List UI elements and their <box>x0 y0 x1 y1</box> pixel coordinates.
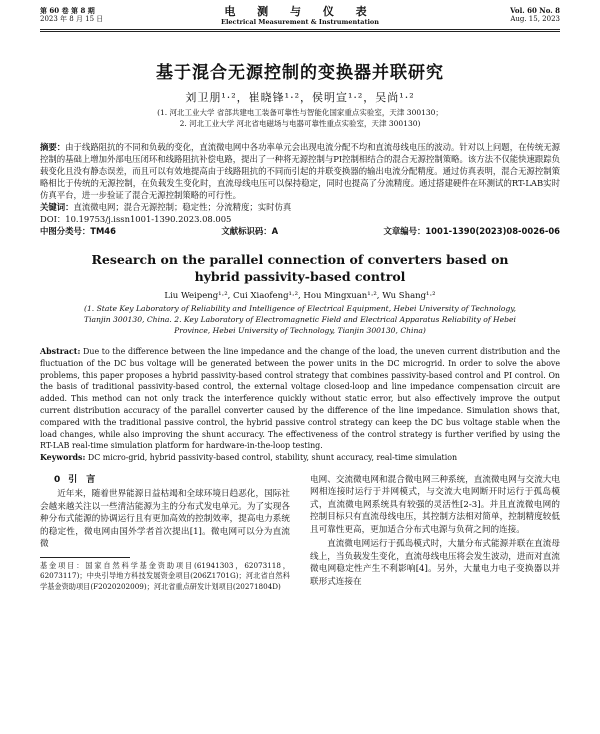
date-en: Aug. 15, 2023 <box>510 15 560 23</box>
abstract-en <box>40 346 560 452</box>
journal-name-cn: 电 测 与 仪 表 <box>224 5 376 18</box>
section-number: 0 <box>54 474 61 485</box>
header-right <box>440 6 560 24</box>
abstract-cn <box>40 141 560 201</box>
affiliation-cn-1: (1. 河北工业大学 省部共建电工装备可靠性与智能化国家重点实验室，天津 300130； <box>157 108 443 117</box>
running-header <box>40 6 560 27</box>
affiliations-en: (1. State Key Laboratory of Reliability and Intelligence of Electrical Equipment, Hebei University of Technology, Tianjin 300130, China. 2. Key Laboratory of Electromagnetic Field and Electrical Apparatus Reliability of Hebei Province, Hebei University of Technology, Tianjin 300130, China) <box>83 304 516 335</box>
keywords-cn <box>40 201 560 213</box>
volume-cn: 第 60 卷 第 8 期 <box>40 6 95 15</box>
journal-name-en: Electrical Measurement & Instrumentation <box>220 18 379 26</box>
abstract-cn-text: 由于线路阻抗的不同和负载的变化，直流微电网中各功率单元会出现电流分配不均和直流母线电压的波动。针对以上问题，在传统无源控制的基础上增加外部电压闭环和线路阻抗补偿电路，提出了一种将无源控制与PI控制相结合的混合无源控制策略。该方法不仅能快速跟踪负载变化且没有静态误差，而且可以有效地提高由于线路阻抗的不同而引起的并联变换器的输出电流分配精度。通过仿真表明，混合无源控制策略相比于传统的无源控制，在负载发生变化时，直流母线电压可以保持稳定，同时也提高了分流精度。通过搭建硬件在环测试的RT-LAB实时仿真平台，进一步验证了混合无源控制策略的可行性。 <box>40 142 561 200</box>
body-columns <box>40 474 560 593</box>
paper-title-en <box>40 251 560 285</box>
keywords-en <box>40 452 560 464</box>
date-cn: 2023 年 8 月 15 日 <box>40 15 104 23</box>
authors-en: Liu Weipeng¹·², Cui Xiaofeng¹·², Hou Mingxuan¹·², Wu Shang¹·² <box>164 291 436 301</box>
intro-paragraph-right-1: 电网、交流微电网和混合微电网三种系统，直流微电网与交流大电网相连接时运行于并网模式，与交流大电网断开时运行于孤岛模式，直流微电网系统具有较强的灵活性[2-3]。并且直流微电网的控制目标只有直流母线电压，其控制方法相对简单，控制精度较低且可靠性更高，更加适合分布式电源与负荷之间的连接。 <box>310 474 560 535</box>
header-left <box>40 6 160 24</box>
intro-paragraph-right-2: 直流微电网运行于孤岛模式时，大量分布式能源并联在直流母线上，当负载发生变化，直流母线电压将会发生波动，进而对直流微电网稳定性产生不利影响[4]。另外，大量电力电子变换器以并联形式连接在 <box>310 539 560 587</box>
document-code: 文献标识码：A <box>221 226 279 236</box>
header-center <box>221 6 379 27</box>
authors-cn: 刘卫朋¹·²，崔晓锋¹·²，侯明宣¹·²，吴尚¹·² <box>185 91 415 104</box>
keywords-cn-label: 关键词： <box>40 202 74 212</box>
classification-row <box>40 225 560 237</box>
intro-paragraph-left: 近年来，随着世界能源日益枯竭和全球环境日趋恶化，国际社会越来越关注以一些清洁能源为主的分布式发电单元。为了实现各种分布式能源的协调运行且有更加高效的控制效率，提高电力系统的稳定性，微电网由国外学者首次提出[1]。微电网可以分为直流微 <box>40 489 290 550</box>
abstract-en-text: Due to the difference between the line impedance and the change of the load, the uneven current distribution and the fluctuation of the DC bus voltage will be generated between the power units in the DC microgrid. In order to solve the above problems, this paper proposes a hybrid passivity-based control strategy that combines passivity-based control and PI control. On the basis of traditional passivity-based control, the external voltage closed-loop and line impedance compensation circuit are added. This method can not only track the interference quickly without static error, but also effectively improve the output current distribution accuracy of the parallel converter caused by the difference of the line impedance. Simulation shows that, compared with the traditional passive control, the hybrid passive control strategy can keep the DC bus voltage stable when the load changes, while also improving the shunt accuracy. The effectiveness of the control strategy is further verified by using the RT-LAB real-time simulation platform for hardware-in-the-loop testing. <box>40 347 560 451</box>
title-en-line-2: hybrid passivity-based control <box>194 269 406 284</box>
header-rule-thin <box>40 31 560 32</box>
affiliation-cn-2: 2. 河北工业大学 河北省电磁场与电器可靠性重点实验室，天津 300130) <box>179 119 421 128</box>
volume-en: Vol. 60 No. 8 <box>510 6 560 15</box>
right-column <box>310 474 560 593</box>
abstract-en-label: Abstract: <box>40 347 81 356</box>
doi: DOI：10.19753/j.issn1001-1390.2023.08.005 <box>40 214 232 224</box>
abstract-cn-label: 摘要： <box>40 142 66 152</box>
clc-number: 中图分类号：TM46 <box>40 226 116 236</box>
paper-title-cn: 基于混合无源控制的变换器并联研究 <box>156 63 444 83</box>
article-number: 文章编号：1001-1390(2023)08-0026-06 <box>383 226 560 236</box>
section-heading <box>40 474 290 487</box>
section-title: 引 言 <box>68 474 96 485</box>
title-en-line-1: Research on the parallel connection of converters based on <box>91 252 509 267</box>
keywords-cn-text: 直流微电网；混合无源控制；稳定性；分流精度；实时仿真 <box>73 202 292 212</box>
keywords-en-text: DC micro-grid, hybrid passivity-based control, stability, shunt accuracy, real-time simulation <box>85 453 458 463</box>
header-rule <box>40 29 560 30</box>
keywords-en-label: Keywords: <box>40 453 86 463</box>
footnote-rule <box>40 557 130 558</box>
affiliations-cn <box>40 107 560 129</box>
left-column <box>40 474 290 593</box>
funding-footnote: 基金项目：国家自然科学基金资助项目(61941303，62073118，62073117)；中央引导地方科技发展资金项目(206Z1701G)；河北省自然科学基金资助项目(F2020202009)；河北省重点研发计划项目(20271804D) <box>40 560 290 591</box>
